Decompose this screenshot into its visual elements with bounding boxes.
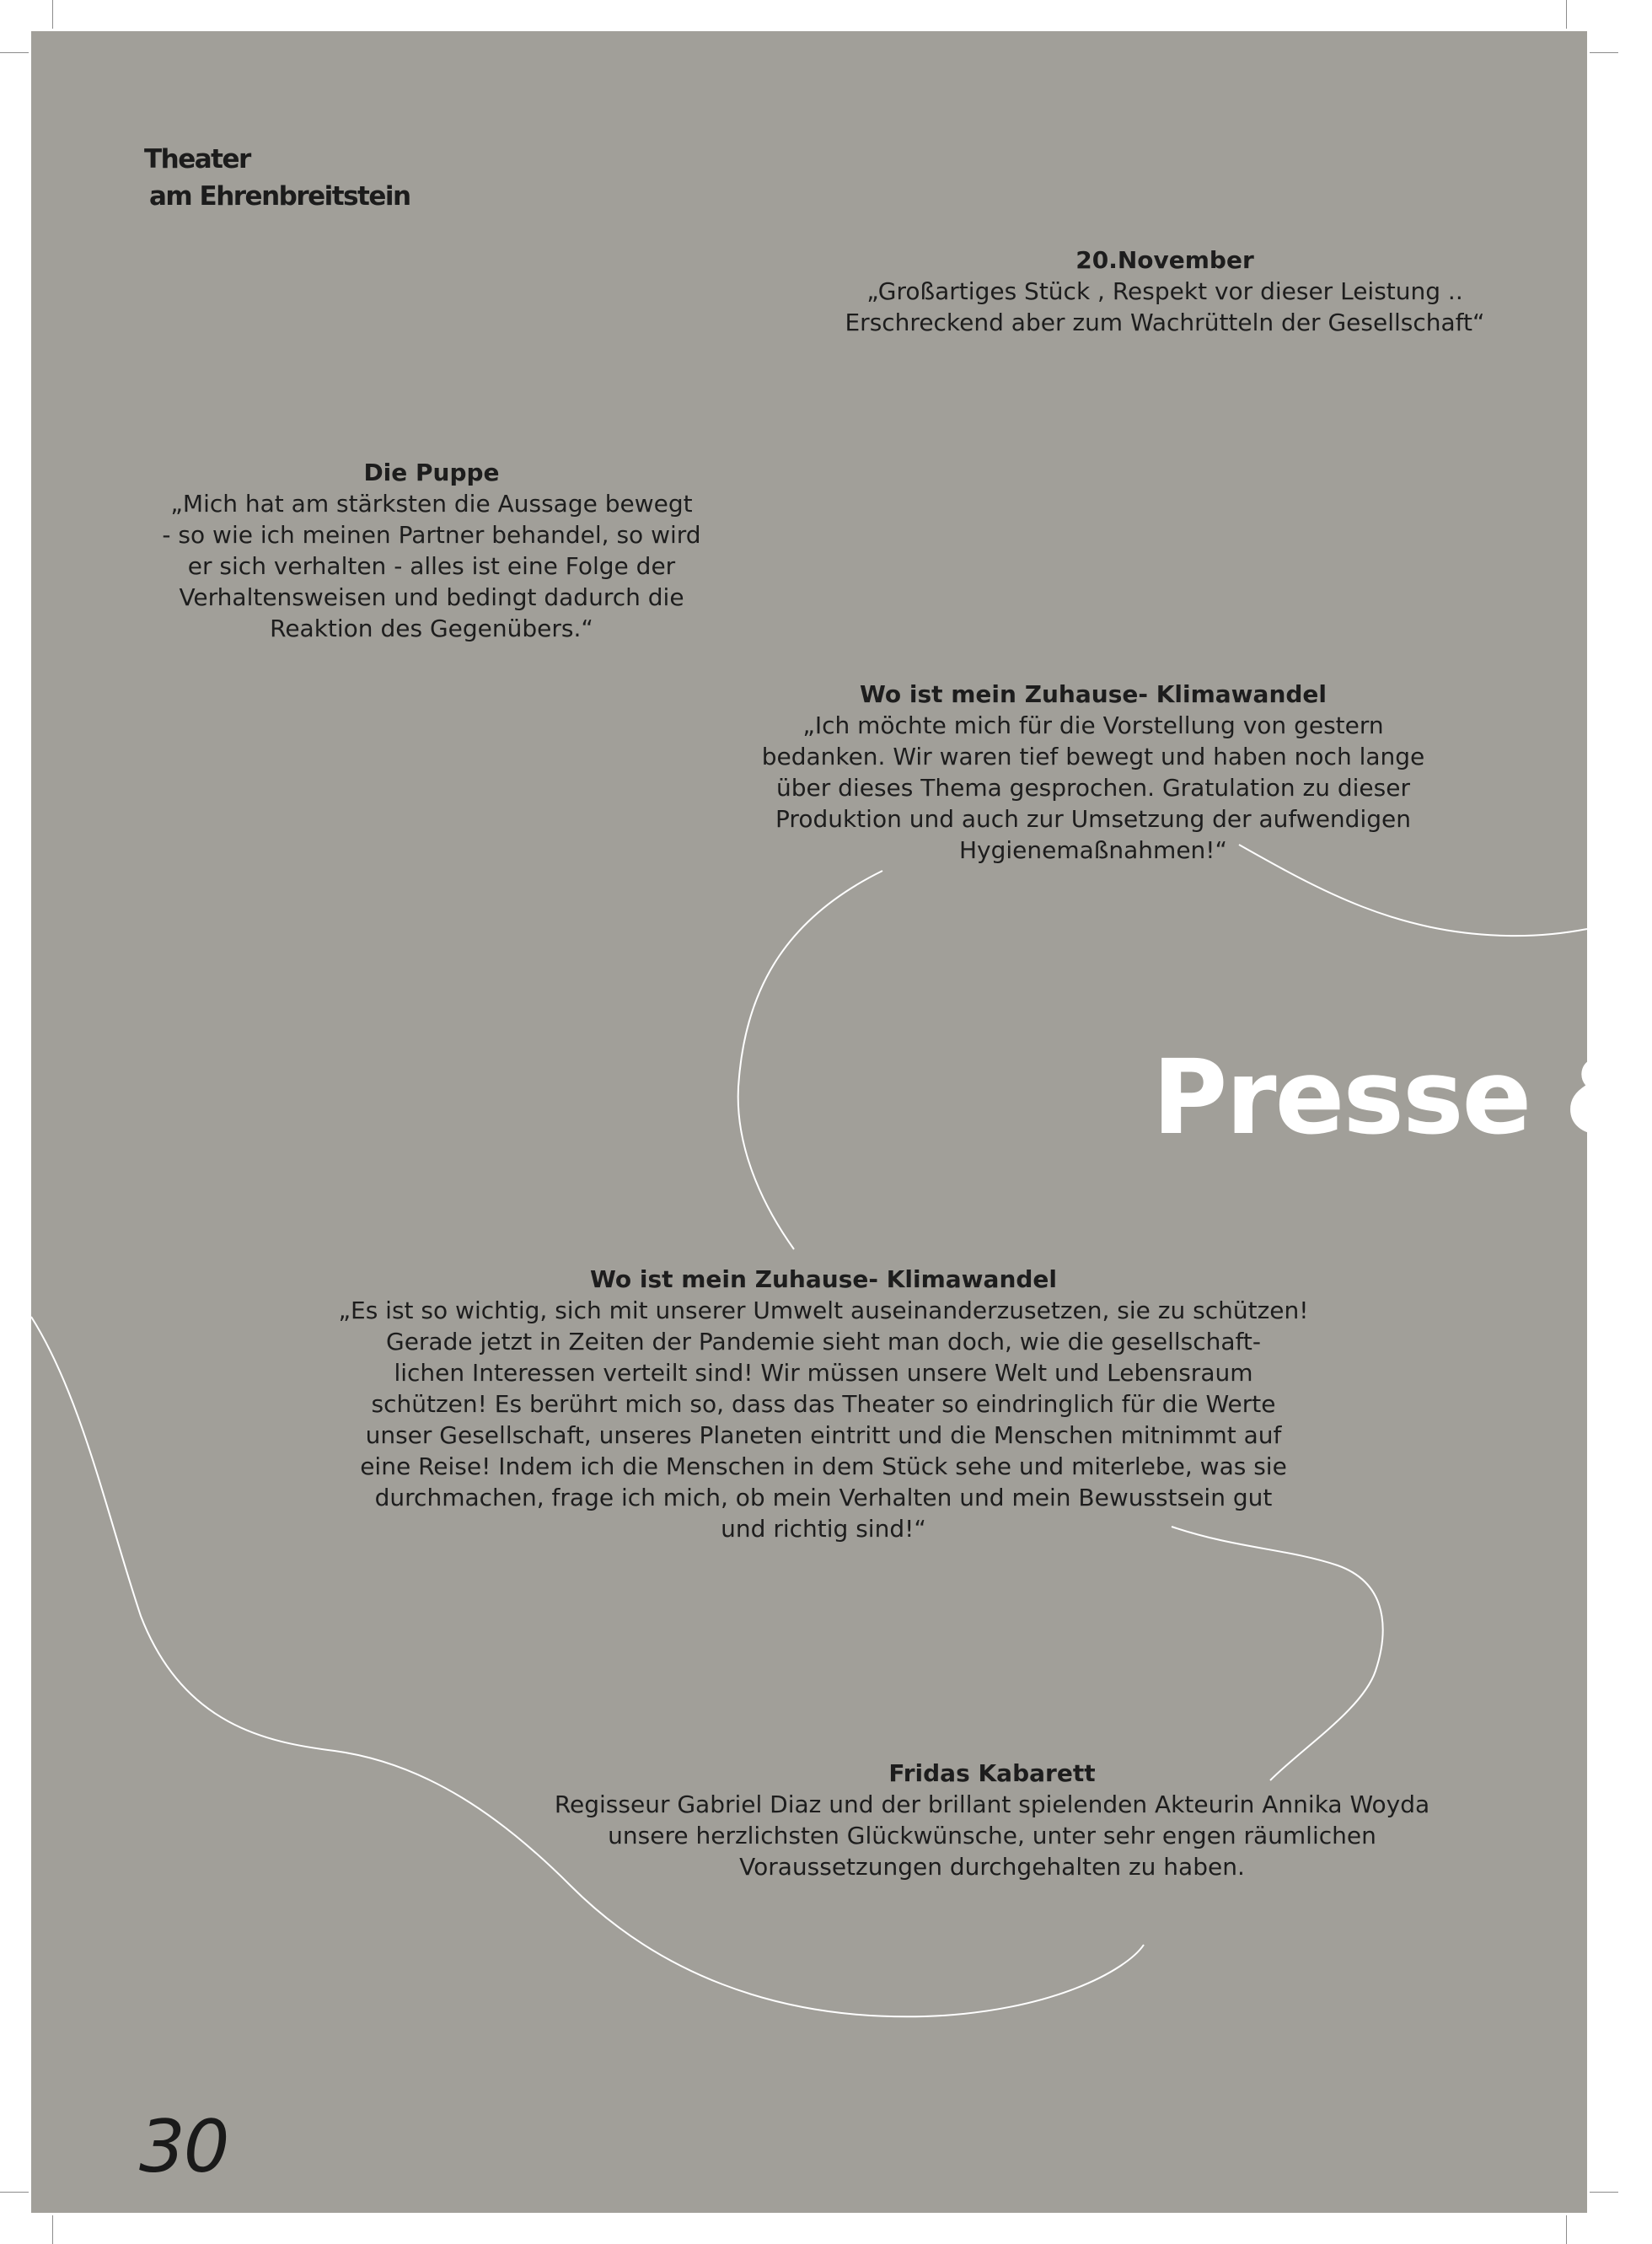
review-quote (773, 244, 1557, 338)
review-text: Regisseur Gabriel Diaz und der brillant spielenden Akteurin Annika Woyda unsere herzlichsten Glückwünsche, unter sehr engen räumlichen Voraussetzungen durchgehalten zu haben. (554, 1790, 1430, 1881)
brand-line-1: Theater (144, 144, 250, 174)
review-quote (276, 1264, 1371, 1544)
crop-mark (52, 2215, 53, 2244)
curve-line (1172, 1527, 1383, 1780)
review-title: Fridas Kabarett (888, 1759, 1096, 1787)
review-quote (503, 1758, 1481, 1882)
review-title: 20.November (1075, 246, 1254, 274)
review-text: „Mich hat am stärksten die Aussage bewegt - so wie ich meinen Partner behandel, so wird er sich verhalten - alles ist eine Folge der Verhaltensweisen und bedingt dadurch die Reaktion des Gegenübers.“ (162, 490, 701, 642)
review-text: „Großartiges Stück , Respekt vor dieser Leistung .. Erschreckend aber zum Wachrütteln der Gesellschaft“ (845, 277, 1485, 336)
crop-mark (1590, 2192, 1618, 2193)
crop-mark (0, 52, 29, 53)
curve-line (738, 871, 882, 1249)
brand-line-2: am Ehrenbreitstein (149, 181, 410, 212)
review-text: „Ich möchte mich für die Vorstellung von gestern bedanken. Wir waren tief bewegt und haben noch lange über dieses Thema gesprochen. Gratulation zu dieser Produktion und auch zur Umsetzung der aufwendigen Hygienemaßnahmen!“ (761, 711, 1425, 864)
crop-mark (1566, 0, 1567, 29)
review-text: „Es ist so wichtig, sich mit unserer Umwelt auseinanderzusetzen, sie zu schützen! Gerade jetzt in Zeiten der Pandemie sieht man doch, wie die gesellschaft- lichen Interessen verteilt sind! Wir müssen unsere Welt und Lebensraum schützen! Es berührt mich so, dass das Theater so eindringlich für die Werte unser Gesellschaft, unseres Planeten eintritt und die Menschen mitnimmt auf eine Reise! Indem ich die Menschen in dem Stück sehe und miterlebe, was sie durchmachen, frage ich mich, ob mein Verhalten und mein Bewusstsein gut und richtig sind!“ (338, 1296, 1309, 1543)
brand-logo (144, 141, 410, 215)
page (31, 31, 1652, 2213)
review-title: Die Puppe (363, 459, 500, 486)
crop-mark (52, 0, 53, 29)
crop-mark (0, 2192, 29, 2193)
section-headline: Presse & (1152, 1038, 1652, 1157)
review-quote (705, 679, 1481, 866)
review-title: Wo ist mein Zuhause- Klimawandel (859, 680, 1328, 708)
review-quote (124, 457, 739, 644)
page-number: 30 (139, 2105, 228, 2189)
crop-mark (1590, 52, 1618, 53)
crop-mark (1566, 2215, 1567, 2244)
review-title: Wo ist mein Zuhause- Klimawandel (589, 1265, 1058, 1293)
